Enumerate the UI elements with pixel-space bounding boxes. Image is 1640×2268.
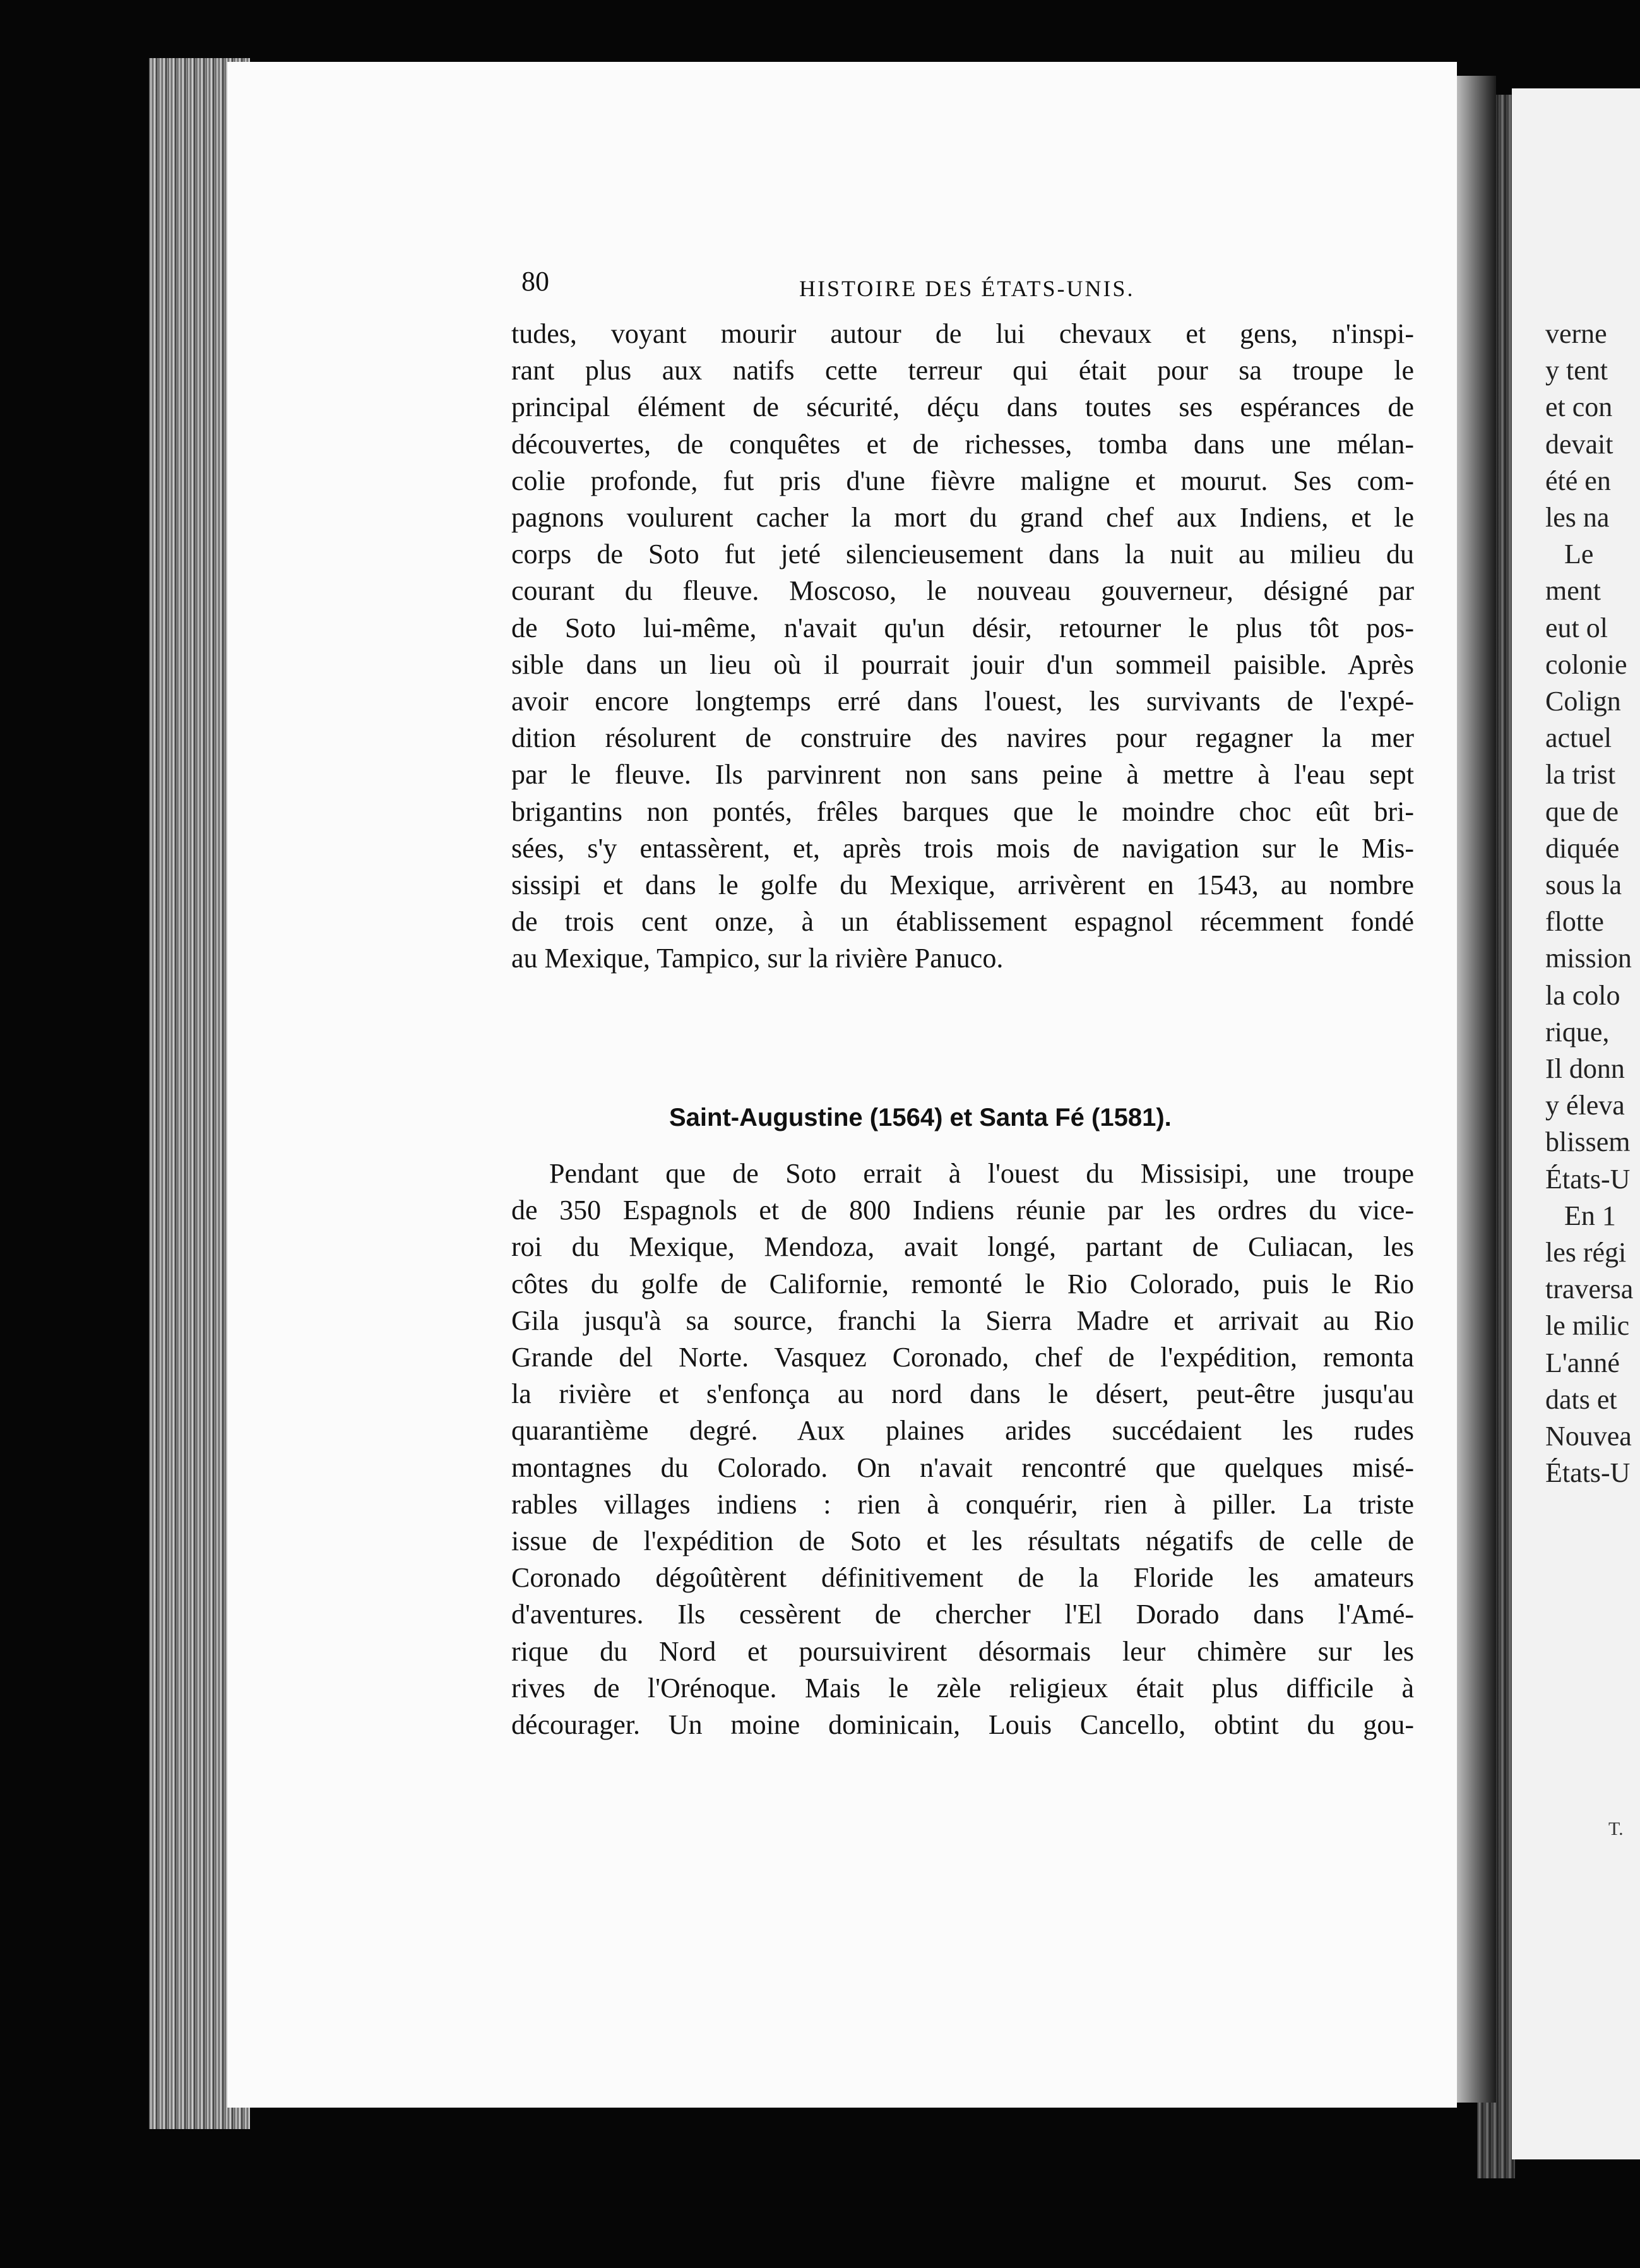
fragment-line: y tent [1545, 355, 1608, 386]
text-line: avoir encore longtemps erré dans l'ouest, les survivants de l'expé- [511, 686, 1414, 717]
text-line: la rivière et s'enfonça au nord dans le désert, peut-être jusqu'au [511, 1378, 1414, 1410]
fragment-line: traversa [1545, 1274, 1634, 1305]
text-line: corps de Soto fut jeté silencieusement dans la nuit au milieu du [511, 539, 1414, 570]
section-heading: Saint-Augustine (1564) et Santa Fé (1581). [669, 1104, 1172, 1131]
text-line: sées, s'y entassèrent, et, après trois mois de navigation sur le Mis- [511, 832, 1414, 864]
text-line: quarantième degré. Aux plaines arides succédaient les rudes [511, 1415, 1414, 1447]
fragment-line: eut ol [1545, 612, 1608, 643]
text-line: par le fleuve. Ils parvinrent non sans peine à mettre à l'eau sept [511, 759, 1414, 791]
text-line: courant du fleuve. Moscoso, le nouveau gouverneur, désigné par [511, 575, 1414, 607]
fragment-line: flotte [1545, 906, 1604, 938]
text-line: de 350 Espagnols et de 800 Indiens réunie par les ordres du vice- [511, 1195, 1414, 1226]
paragraph-1 [511, 316, 1414, 977]
text-line: Gila jusqu'à sa source, franchi la Sierra Madre et arrivait au Rio [511, 1304, 1414, 1336]
text-line: principal élément de sécurité, déçu dans toutes ses espérances de [511, 391, 1414, 423]
gutter-shadow [1452, 76, 1496, 2103]
text-line: côtes du golfe de Californie, remonté le Rio Colorado, puis le Rio [511, 1268, 1414, 1299]
text-line: colie profonde, fut pris d'une fièvre maligne et mourut. Ses com- [511, 465, 1414, 496]
fragment-line: En 1 [1564, 1200, 1616, 1231]
text-line: rique du Nord et poursuivirent désormais leur chimère sur les [511, 1635, 1414, 1667]
text-line: de trois cent onze, à un établissement espagnol récemment fondé [511, 906, 1414, 938]
text-line: décourager. Un moine dominicain, Louis Cancello, obtint du gou- [511, 1709, 1414, 1741]
fragment-line: États-U [1545, 1163, 1631, 1195]
text-line: brigantins non pontés, frêles barques que le moindre choc eût bri- [511, 796, 1414, 827]
text-line: d'aventures. Ils cessèrent de chercher l'El Dorado dans l'Amé- [511, 1599, 1414, 1630]
fragment-line: Le [1564, 539, 1594, 570]
text-line: de Soto lui-même, n'avait qu'un désir, retourner le plus tôt pos- [511, 612, 1414, 643]
fragment-line: et con [1545, 391, 1613, 423]
text-line: sible dans un lieu où il pourrait jouir d'un sommeil paisible. Après [511, 648, 1414, 680]
fragment-line: la colo [1545, 979, 1620, 1011]
text-line: sissipi et dans le golfe du Mexique, arrivèrent en 1543, au nombre [511, 869, 1414, 901]
fragment-line: blissem [1545, 1126, 1631, 1158]
fragment-line: la trist [1545, 759, 1616, 791]
fragment-line: Colign [1545, 686, 1621, 717]
fragment-line: les na [1545, 502, 1610, 534]
fragment-line: L'anné [1545, 1347, 1620, 1378]
text-line: rives de l'Orénoque. Mais le zèle religieux était plus difficile à [511, 1672, 1414, 1704]
running-head: HISTOIRE DES ÉTATS-UNIS. [799, 276, 1135, 301]
fragment-line: dats et [1545, 1383, 1617, 1415]
text-line: tudes, voyant mourir autour de lui chevaux et gens, n'inspi- [511, 318, 1414, 349]
fragment-line: Nouvea [1545, 1421, 1632, 1452]
text-line: montagnes du Colorado. On n'avait rencontré que quelques misé- [511, 1452, 1414, 1483]
text-line: Grande del Norte. Vasquez Coronado, chef de l'expédition, remonta [511, 1342, 1414, 1373]
right-page-text-fragments [1545, 316, 1640, 1492]
text-line: pagnons voulurent cacher la mort du grand chef aux Indiens, et le [511, 502, 1414, 534]
fragment-line: colonie [1545, 648, 1627, 680]
fragment-line: diquée [1545, 832, 1620, 864]
fragment-line: verne [1545, 318, 1607, 349]
fragment-line: devait [1545, 428, 1613, 460]
page-header [521, 265, 1418, 303]
fragment-line: mission [1545, 943, 1632, 974]
page-number: 80 [521, 266, 549, 297]
text-line: découvertes, de conquêtes et de richesses, tomba dans une mélan- [511, 428, 1414, 460]
fragment-line: été en [1545, 465, 1611, 496]
fragment-line: actuel [1545, 722, 1612, 754]
fragment-line: y éleva [1545, 1090, 1625, 1121]
text-line: dition résolurent de construire des navires pour regagner la mer [511, 722, 1414, 754]
text-line: rables villages indiens : rien à conquérir, rien à piller. La triste [511, 1488, 1414, 1520]
text-line: Coronado dégoûtèrent définitivement de la Floride les amateurs [511, 1562, 1414, 1594]
text-line: roi du Mexique, Mendoza, avait longé, partant de Culiacan, les [511, 1231, 1414, 1263]
fragment-line: Il donn [1545, 1053, 1625, 1085]
text-line: Pendant que de Soto errait à l'ouest du Missisipi, une troupe [549, 1158, 1414, 1189]
fragment-line: le milic [1545, 1310, 1630, 1342]
fragment-line: ment [1545, 575, 1601, 607]
text-line: au Mexique, Tampico, sur la rivière Panuco. [511, 943, 1004, 974]
fragment-line: sous la [1545, 869, 1622, 901]
fragment-line: États-U [1545, 1457, 1631, 1489]
paragraph-2 [511, 1155, 1414, 1743]
text-line: issue de l'expédition de Soto et les résultats négatifs de celle de [511, 1525, 1414, 1557]
text-line: rant plus aux natifs cette terreur qui était pour sa troupe le [511, 355, 1414, 386]
fragment-line: rique, [1545, 1016, 1610, 1047]
fragment-line: les régi [1545, 1237, 1627, 1268]
fragment-line: que de [1545, 796, 1619, 827]
right-page-signature-mark: T. [1608, 1818, 1624, 1839]
